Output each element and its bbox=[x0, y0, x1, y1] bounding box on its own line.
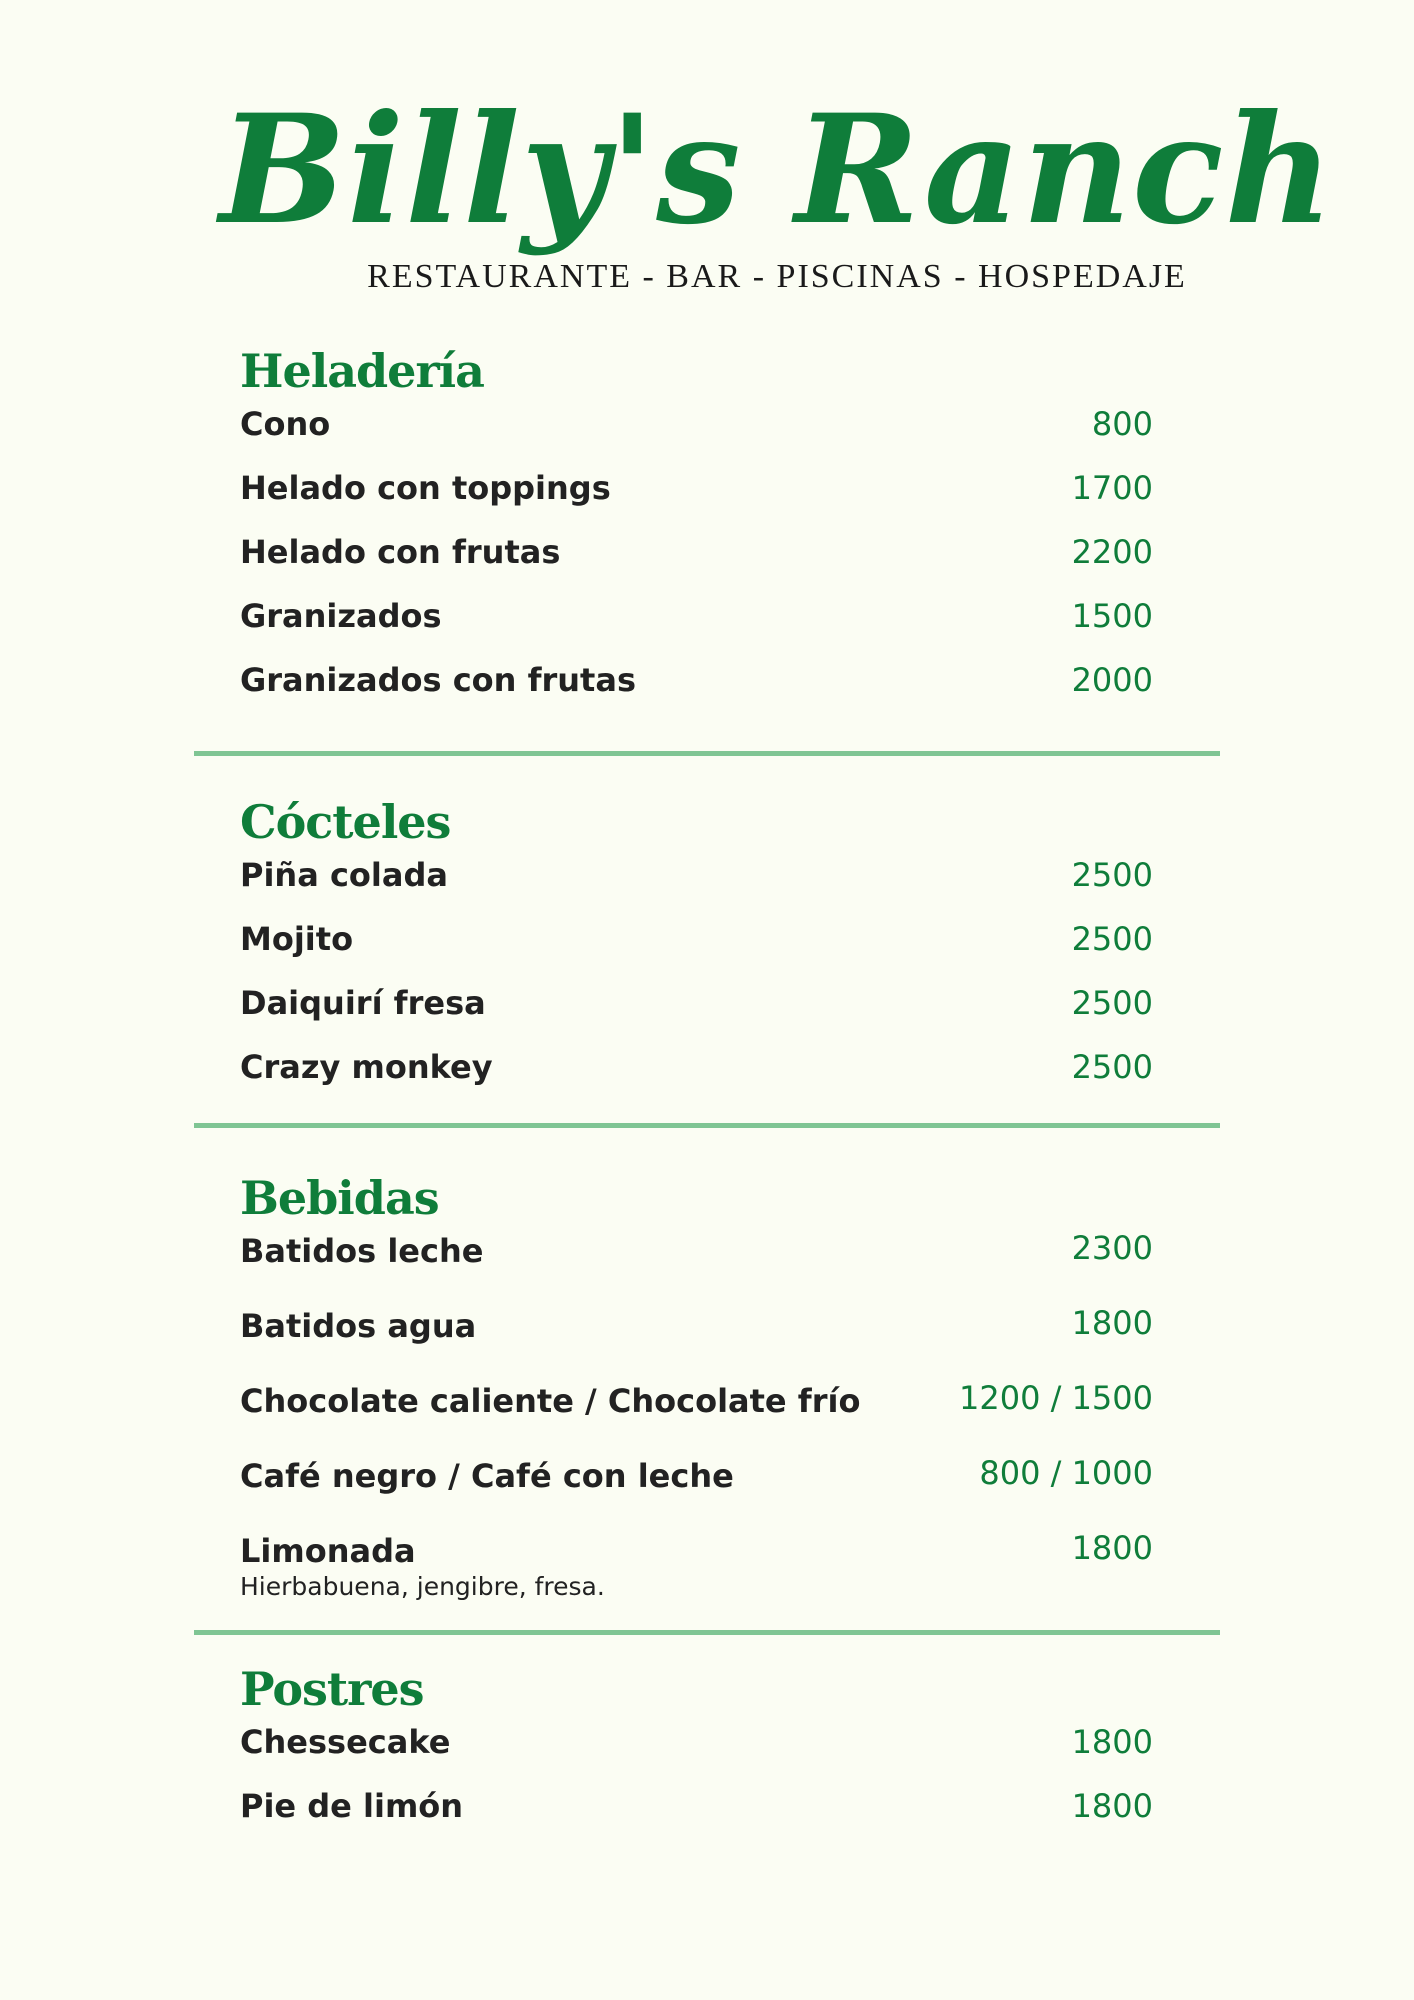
item-name: Batidos agua bbox=[240, 1307, 477, 1345]
item-price: 1800 bbox=[1071, 1529, 1153, 1567]
section-postres bbox=[240, 1658, 1153, 1848]
item-name: Daiquirí fresa bbox=[240, 984, 486, 1022]
section-title: Bebidas bbox=[240, 1171, 439, 1225]
menu-item bbox=[240, 1379, 1153, 1454]
section-divider bbox=[194, 751, 1220, 756]
menu-item bbox=[240, 1529, 1153, 1604]
item-name: Chessecake bbox=[240, 1723, 451, 1761]
menu-item bbox=[240, 402, 1153, 466]
item-price: 2500 bbox=[1071, 1048, 1153, 1086]
menu-item bbox=[240, 1784, 1153, 1848]
menu-item bbox=[240, 1454, 1153, 1529]
item-name: Chocolate caliente / Chocolate frío bbox=[240, 1382, 861, 1420]
item-name: Café negro / Café con leche bbox=[240, 1457, 734, 1495]
item-name: Piña colada bbox=[240, 856, 448, 894]
item-name: Granizados con frutas bbox=[240, 661, 636, 699]
section-cocteles bbox=[240, 791, 1153, 1109]
item-price: 2500 bbox=[1071, 920, 1153, 958]
menu-item bbox=[240, 917, 1153, 981]
item-price: 1800 bbox=[1071, 1723, 1153, 1761]
item-price: 2300 bbox=[1071, 1229, 1153, 1267]
item-name: Batidos leche bbox=[240, 1232, 484, 1270]
restaurant-title: Billy's Ranch bbox=[219, 82, 1335, 258]
item-description: Hierbabuena, jengibre, fresa. bbox=[240, 1572, 605, 1601]
item-price: 2000 bbox=[1071, 661, 1153, 699]
item-name: Helado con toppings bbox=[240, 469, 611, 507]
section-title: Postres bbox=[240, 1662, 424, 1716]
menu-item bbox=[240, 1720, 1153, 1784]
item-price: 800 / 1000 bbox=[979, 1454, 1153, 1492]
restaurant-subtitle: RESTAURANTE - BAR - PISCINAS - HOSPEDAJE bbox=[367, 258, 1187, 295]
menu-item bbox=[240, 853, 1153, 917]
item-price: 800 bbox=[1091, 405, 1153, 443]
section-divider bbox=[194, 1630, 1220, 1635]
item-price: 1500 bbox=[1071, 597, 1153, 635]
menu-item bbox=[240, 981, 1153, 1045]
item-price: 1800 bbox=[1071, 1787, 1153, 1825]
menu-item bbox=[240, 658, 1153, 722]
item-price: 1700 bbox=[1071, 469, 1153, 507]
item-name: Granizados bbox=[240, 597, 442, 635]
item-name-block bbox=[240, 1529, 605, 1601]
item-name: Pie de limón bbox=[240, 1787, 464, 1825]
item-name: Mojito bbox=[240, 920, 354, 958]
item-name: Helado con frutas bbox=[240, 533, 561, 571]
section-title: Cócteles bbox=[240, 795, 451, 849]
item-price: 1800 bbox=[1071, 1304, 1153, 1342]
menu-item bbox=[240, 530, 1153, 594]
menu-item bbox=[240, 1229, 1153, 1304]
section-title: Heladería bbox=[240, 344, 484, 398]
item-name: Cono bbox=[240, 405, 331, 443]
item-name: Limonada bbox=[240, 1532, 416, 1570]
menu-item bbox=[240, 466, 1153, 530]
section-divider bbox=[194, 1123, 1220, 1128]
item-name: Crazy monkey bbox=[240, 1048, 493, 1086]
item-price: 2500 bbox=[1071, 856, 1153, 894]
menu-item bbox=[240, 1304, 1153, 1379]
section-heladeria bbox=[240, 340, 1153, 722]
section-bebidas bbox=[240, 1167, 1153, 1604]
item-price: 2200 bbox=[1071, 533, 1153, 571]
menu-item bbox=[240, 594, 1153, 658]
menu-item bbox=[240, 1045, 1153, 1109]
item-price: 2500 bbox=[1071, 984, 1153, 1022]
item-price: 1200 / 1500 bbox=[959, 1379, 1153, 1417]
